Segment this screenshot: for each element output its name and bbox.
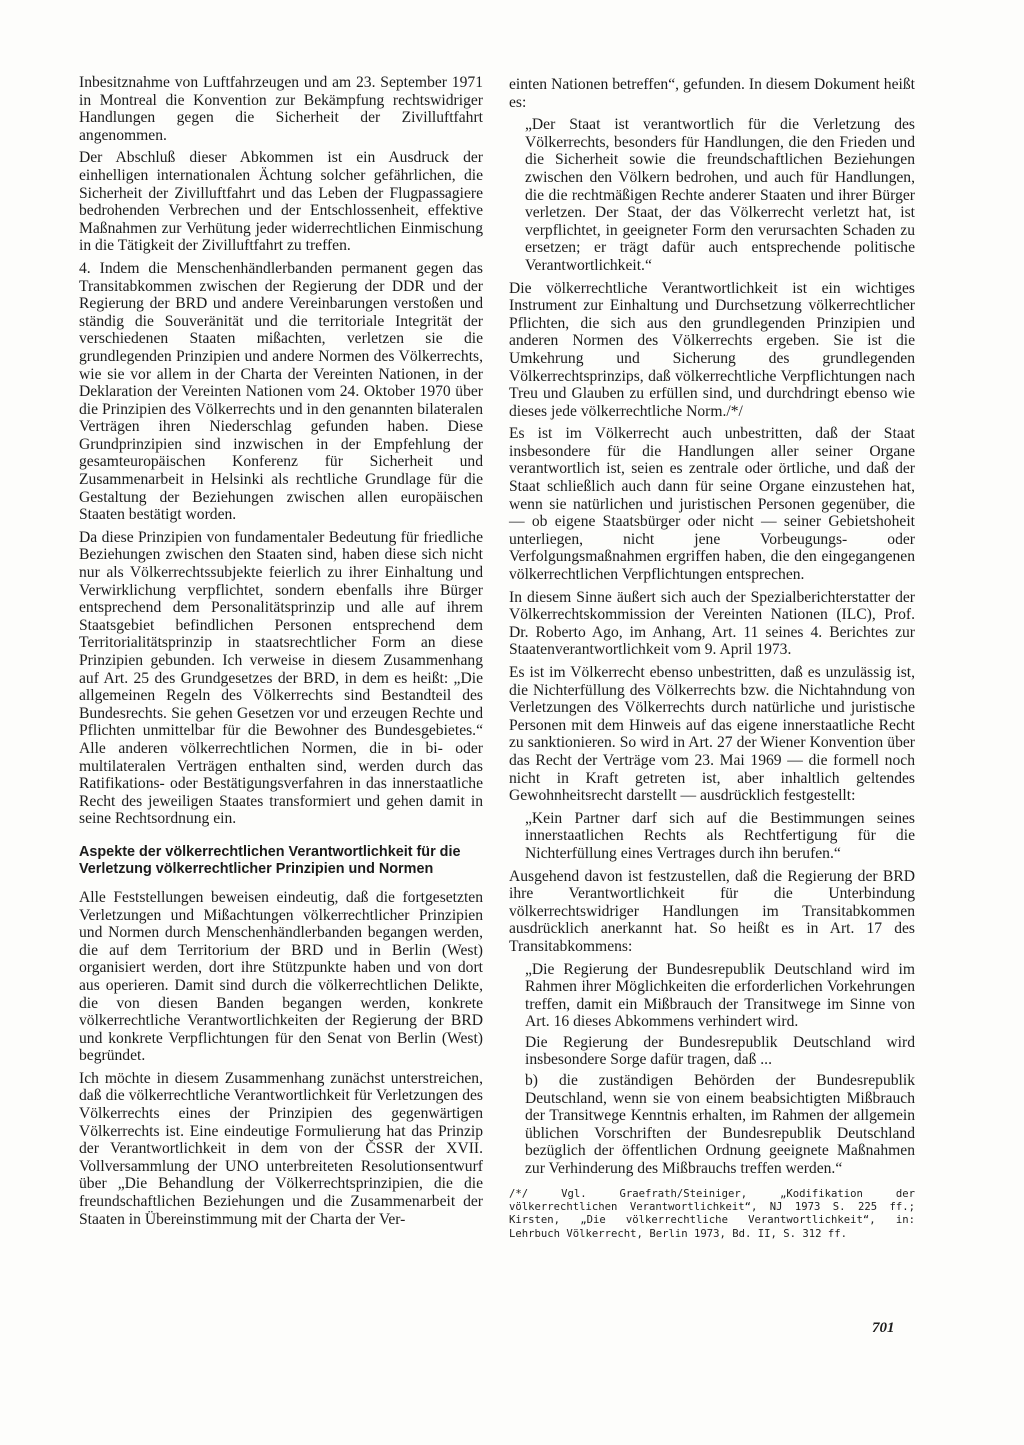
block-quote: Die Regierung der Bundesrepublik Deutschland wird insbesondere Sorge dafür tragen, daß ... xyxy=(525,1033,915,1069)
paragraph: 4. Indem die Menschenhändlerbanden permanent gegen das Transitabkommen zwischen der Regierung der DDR und der Regierung der BRD und andere Vereinbarungen verstoßen und ständig die Souveränität und die territoriale Integrität der verschiedenen Staaten mißachten, verletzen sie die grundlegenden Prinzipien und andere Normen des Völkerrechts, wie sie vor allem in der Charta der Vereinten Nationen, in der Deklaration der Vereinten Nationen vom 24. Oktober 1970 über die Prinzipien des Völkerrechts und in den genannten bilateralen Verträgen ihren Niederschlag gefunden haben. Diese Grundprinzipien sind inzwischen in der Empfehlung der gesamteuropäischen Konferenz für Sicherheit und Zusammenarbeit in Helsinki als rechtliche Grundlage für die Gestaltung der Beziehungen zwischen allen europäischen Staaten bestätigt worden. xyxy=(79,259,483,524)
section-heading: Aspekte der völkerrechtlichen Verantwortlichkeit für die Verletzung völkerrechtlicher Prinzipien und Normen xyxy=(79,843,461,877)
paragraph: Es ist im Völkerrecht ebenso unbestritten, daß es unzulässig ist, die Nichterfüllung des Völkerrechts bzw. die Nichtahndung von Verletzungen des Völkerrechts durch natürliche und juristische Personen mit dem Hinweis auf das eigene innerstaatliche Recht zu sanktionieren. So wird in Art. 27 der Wiener Konvention über das Recht der Verträge vom 23. Mai 1969 — die formell noch nicht in Kraft getreten ist, aber inhaltlich geltendes Gewohnheitsrecht darstellt — ausdrücklich festgestellt: xyxy=(509,664,915,805)
block-quote: „Kein Partner darf sich auf die Bestimmungen seines innerstaatlichen Rechts als Rechtfertigung für die Nichterfüllung eines Vertrages durch ihn berufen.“ xyxy=(525,809,915,862)
block-quote: „Der Staat ist verantwortlich für die Verletzung des Völkerrechts, besonders für Handlungen, die den Frieden und die Sicherheit sowie die freundschaftlichen Beziehungen zwischen den Völkern bedrohen, und auch für Handlungen, die die rechtmäßigen Rechte anderer Staaten und ihrer Bürger verletzen. Der Staat, der das Völkerrecht verletzt hat, ist verpflichtet, in geeigneter Form den verursachten Schaden zu ersetzen; er trägt dafür auch entsprechende politische Verantwortlichkeit.“ xyxy=(525,116,915,274)
paragraph: Der Abschluß dieser Abkommen ist ein Ausdruck der einhelligen internationalen Ächtung solcher gefährlichen, die Sicherheit der Zivilluftfahrt und das Leben der Flugpassagiere bedrohenden Verbrechen und der Entschlossenheit, effektive Maßnahmen zur Verhütung jeder widerrechtlichen Einmischung in die Tätigkeit der Zivilluftfahrt zu treffen. xyxy=(79,149,483,255)
right-column xyxy=(509,76,915,1241)
paragraph: Alle Feststellungen beweisen eindeutig, daß die fortgesetzten Verletzungen und Mißachtungen völkerrechtlicher Prinzipien und Normen durch Menschenhändlerbanden begangen werden, die auf dem Territorium der BRD und in Berlin (West) organisiert werden, dort ihre Stützpunkte haben und von dort aus operieren. Damit sind durch die völkerrechtlichen Delikte, die von diesen Banden begangen werden, konkrete völkerrechtliche Verantwortlichkeiten der Regierung der BRD und konkrete Verpflichtungen für den Senat von Berlin (West) begründet. xyxy=(79,888,483,1065)
paragraph: Inbesitznahme von Luftfahrzeugen und am 23. September 1971 in Montreal die Konvention zur Bekämpfung rechtswidriger Handlungen gegen die Sicherheit der Zivilluftfahrt angenommen. xyxy=(79,74,483,144)
paragraph: Ich möchte in diesem Zusammenhang zunächst unterstreichen, daß die völkerrechtliche Verantwortlichkeit für Verletzungen des Völkerrechts eines der Prinzipien des gegenwärtigen Völkerrechts ist. Eine eindeutige Formulierung hat das Prinzip der Verantwortlichkeit in dem von der ČSSR der XVII. Vollversammlung der UNO unterbreiteten Resolutionsentwurf über „Die Behandlung der Völkerrechtsprinzipien, die die freundschaftlichen Beziehungen und die Zusammenarbeit der Staaten in Übereinstimmung mit der Charta der Ver- xyxy=(79,1069,483,1228)
block-quote: „Die Regierung der Bundesrepublik Deutschland wird im Rahmen ihrer Möglichkeiten die erforderlichen Vorkehrungen treffen, damit ein Mißbrauch der Transitwege im Sinne von Art. 16 dieses Abkommens verhindert wird. xyxy=(525,960,915,1031)
footnote: /*/ Vgl. Graefrath/Steiniger, „Kodifikation der völkerrechtlichen Verantwortlichkeit“, NJ 1973 S. 225 ff.; Kirsten, „Die völkerrechtliche Verantwortlichkeit“, in: Lehrbuch Völkerrecht, Berlin 1973, Bd. II, S. 312 ff. xyxy=(509,1187,915,1240)
paragraph: Es ist im Völkerrecht auch unbestritten, daß der Staat insbesondere für die Handlungen aller seiner Organe verantwortlich ist, seien es zentrale oder örtliche, und daß der Staat schließlich auch dann für seine Organe einzustehen hat, wenn sie natürlichen und juristischen Personen gegenüber, die — ob eigene Staatsbürger oder nicht — seiner Gebietshoheit unterliegen, nicht jene Vorbeugungs- oder Verfolgungsmaßnahmen ergriffen haben, die den eingegangenen völkerrechtlichen Verpflichtungen entsprechen. xyxy=(509,425,915,584)
paragraph: einten Nationen betreffen“, gefunden. In diesem Dokument heißt es: xyxy=(509,76,915,111)
block-quote: b) die zuständigen Behörden der Bundesrepublik Deutschland, wenn sie von einem beabsichtigten Mißbrauch der Transitwege Kenntnis erhalten, im Rahmen der allgemein üblichen Vorschriften der Bundesrepublik Deutschland bezüglich der öffentlichen Ordnung geeignete Maßnahmen zur Verhinderung des Mißbrauchs treffen werden.“ xyxy=(525,1072,915,1178)
paragraph: Ausgehend davon ist festzustellen, daß die Regierung der BRD ihre Verantwortlichkeit für die Unterbindung völkerrechtswidriger Handlungen im Transitabkommen ausdrücklich anerkannt hat. So heißt es in Art. 17 des Transitabkommens: xyxy=(509,867,915,955)
left-column xyxy=(79,74,483,1233)
paragraph: Da diese Prinzipien von fundamentaler Bedeutung für friedliche Beziehungen zwischen den Staaten sind, haben diese sich nicht nur als Völkerrechtssubjekte feierlich zu ihrer Einhaltung und Verwirklichung verpflichtet, sondern ebenfalls ihre Bürger entsprechend dem Personalitätsprinzip und alle auf ihrem Staatsgebiet befindlichen Personen entsprechend dem Territorialitätsprinzip in staatsrechtlicher Form an diese Prinzipien gebunden. Ich verweise in diesem Zusammenhang auf Art. 25 des Grundgesetzes der BRD, in dem es heißt: „Die allgemeinen Regeln des Völkerrechts sind Bestandteil des Bundesrechts. Sie gehen Gesetzen vor und erzeugen Rechte und Pflichten unmittelbar für die Bewohner des Bundesgebietes.“ Alle anderen völkerrechtlichen Normen, die in bi- oder multilateralen Verträgen enthalten sind, werden durch das Ratifikations- oder Bestätigungsverfahren in das innerstaatliche Recht des jeweiligen Staates transformiert und gehen damit in seine Rechtsordnung ein. xyxy=(79,528,483,828)
paragraph: Die völkerrechtliche Verantwortlichkeit ist ein wichtiges Instrument zur Einhaltung und Durchsetzung völkerrechtlicher Pflichten, die sich aus den grundlegenden Prinzipien und anderen Normen des Völkerrechts ergeben. Sie ist die Umkehrung und Sicherung des grundlegenden Völkerrechtsprinzips, daß völkerrechtliche Verpflichtungen nach Treu und Glauben zu erfüllen sind, und durchdringt ebenso wie dieses jede völkerrechtliche Norm./*/ xyxy=(509,279,915,420)
paragraph: In diesem Sinne äußert sich auch der Spezialberichterstatter der Völkerrechtskommission der Vereinten Nationen (ILC), Prof. Dr. Roberto Ago, im Anhang, Art. 11 seines 4. Berichtes zur Staatenverantwortlichkeit vom 9. April 1973. xyxy=(509,588,915,659)
page-number: 701 xyxy=(872,1320,895,1336)
